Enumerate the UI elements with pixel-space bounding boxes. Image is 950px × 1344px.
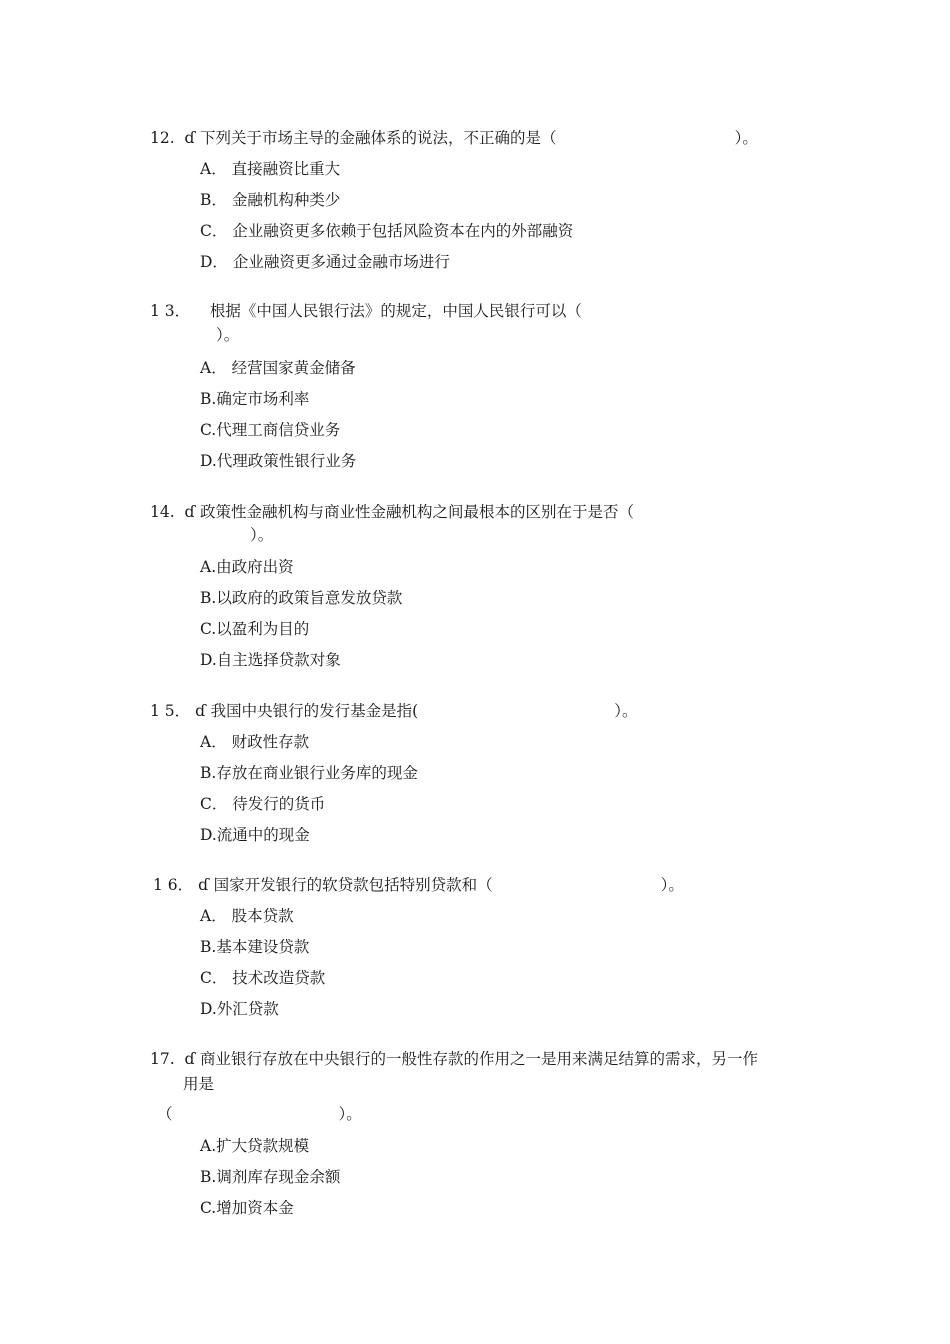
question-number: 12.	[150, 129, 175, 147]
answer-blank-close: ）。	[734, 129, 758, 147]
question-14	[150, 502, 634, 522]
option-14-d: D.自主选择贷款对象	[200, 651, 341, 669]
question-text: 政策性金融机构与商业性金融机构之间最根本的区别在于是否（	[200, 503, 635, 521]
question-12	[150, 128, 758, 148]
bullet-mark: ɗ	[184, 1050, 196, 1068]
answer-blank-open: （	[157, 1105, 173, 1123]
option-15-a: A． 财政性存款	[200, 733, 310, 751]
answer-blank-close: ）。	[338, 1105, 362, 1123]
question-13	[150, 301, 582, 321]
option-12-a: A． 直接融资比重大	[200, 160, 341, 178]
bullet-mark: ɗ	[195, 702, 206, 720]
option-16-c: C． 技术改造贷款	[200, 969, 326, 987]
option-13-c: C.代理工商信贷业务	[200, 421, 341, 439]
option-14-a: A.由政府出资	[200, 558, 294, 576]
question-number: 1 3．	[150, 302, 191, 320]
answer-blank-close: ）。	[614, 702, 638, 720]
option-13-b: B.确定市场利率	[200, 390, 310, 408]
option-16-b: B.基本建设贷款	[200, 938, 310, 956]
question-number: 17.	[150, 1050, 175, 1068]
option-15-d: D.流通中的现金	[200, 826, 310, 844]
question-text: 商业银行存放在中央银行的一般性存款的作用之一是用来满足结算的需求，另一作	[200, 1050, 759, 1068]
option-14-b: B.以政府的政策旨意发放贷款	[200, 589, 403, 607]
question-text: 根据《中国人民银行法》的规定，中国人民银行可以（	[209, 302, 582, 320]
option-12-c: C． 企业融资更多依赖于包括风险资本在内的外部融资	[200, 222, 574, 240]
question-text: 国家开发银行的软贷款包括特别贷款和（	[213, 876, 493, 894]
option-17-c: C.增加资本金	[200, 1199, 294, 1217]
bullet-mark: ɗ	[198, 876, 209, 894]
question-17	[150, 1049, 758, 1069]
option-15-b: B.存放在商业银行业务库的现金	[200, 764, 418, 782]
answer-blank	[157, 1104, 362, 1124]
option-16-a: A． 股本贷款	[200, 907, 294, 925]
question-text: 我国中央银行的发行基金是指(	[210, 702, 419, 720]
option-12-b: B． 金融机构种类少	[200, 191, 341, 209]
option-17-a: A.扩大贷款规模	[200, 1137, 310, 1155]
option-12-d: D． 企业融资更多通过金融市场进行	[200, 253, 450, 271]
option-16-d: D.外汇贷款	[200, 1000, 279, 1018]
question-text: 下列关于市场主导的金融体系的说法，不正确的是（	[200, 129, 557, 147]
option-14-c: C.以盈利为目的	[200, 620, 310, 638]
bullet-mark: ɗ	[184, 129, 196, 147]
question-number: 1 6．	[153, 876, 194, 894]
question-number: 1 5．	[150, 702, 191, 720]
answer-blank-close: ）。	[216, 326, 240, 344]
answer-blank-close: ）。	[660, 876, 684, 894]
bullet-mark: ɗ	[184, 503, 196, 521]
option-13-a: A． 经营国家黄金储备	[200, 359, 356, 377]
option-13-d: D.代理政策性银行业务	[200, 452, 357, 470]
question-17-continued: 用是	[183, 1075, 215, 1093]
question-number: 14.	[150, 503, 175, 521]
question-15	[150, 701, 637, 721]
option-17-b: B.调剂库存现金余额	[200, 1168, 341, 1186]
option-15-c: C． 待发行的货币	[200, 795, 326, 813]
question-16	[153, 875, 684, 895]
answer-blank-close: ）。	[250, 526, 274, 544]
